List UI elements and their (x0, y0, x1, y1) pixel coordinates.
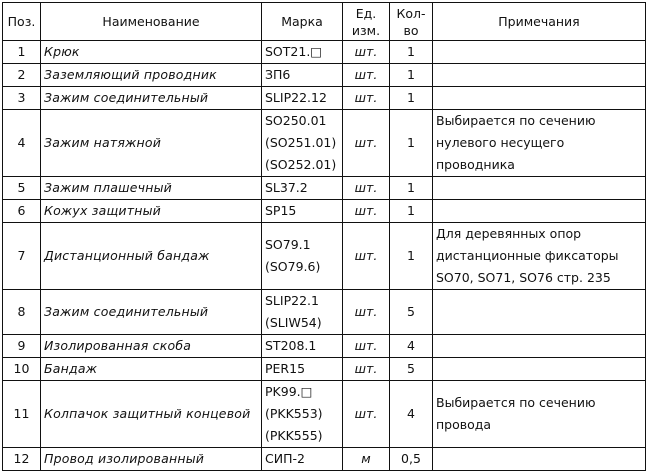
row-name: Зажим натяжной (41, 110, 262, 177)
row-note (433, 448, 646, 471)
row-name: Зажим соединительный (41, 87, 262, 110)
row-note-line: Выбирается по сечению (436, 395, 596, 410)
header-qty-line2: во (403, 22, 419, 38)
header-qty-line1: Кол- (396, 5, 426, 21)
row-name: Зажим плашечный (41, 177, 262, 200)
row-pos: 11 (3, 381, 41, 448)
row-note (433, 41, 646, 64)
row-qty: 1 (390, 64, 433, 87)
table-row (3, 64, 646, 87)
row-qty: 1 (390, 87, 433, 110)
row-pos: 12 (3, 448, 41, 471)
row-name: Заземляющий проводник (41, 64, 262, 87)
row-name: Дистанционный бандаж (41, 223, 262, 290)
header-row (3, 3, 646, 41)
row-mark (262, 87, 343, 110)
row-mark (262, 335, 343, 358)
row-mark (262, 358, 343, 381)
table-row (3, 41, 646, 64)
row-mark-line: (SO79.6) (265, 259, 321, 274)
row-mark-line: SLIP22.12 (265, 90, 327, 105)
table-row (3, 200, 646, 223)
row-qty: 1 (390, 110, 433, 177)
row-note (433, 381, 646, 448)
row-mark (262, 177, 343, 200)
row-qty: 1 (390, 200, 433, 223)
header-unit (343, 3, 390, 41)
row-unit: шт. (343, 177, 390, 200)
row-note-line: нулевого несущего (436, 135, 565, 150)
header-note: Примечания (433, 3, 646, 41)
table-row (3, 381, 646, 448)
row-mark-line: (SO252.01) (265, 157, 337, 172)
row-mark (262, 223, 343, 290)
row-qty: 4 (390, 381, 433, 448)
row-note-line: провода (436, 417, 492, 432)
row-unit: шт. (343, 64, 390, 87)
row-name: Кожух защитный (41, 200, 262, 223)
row-unit: шт. (343, 358, 390, 381)
row-mark-line: SOT21.□ (265, 44, 323, 59)
row-qty: 0,5 (390, 448, 433, 471)
row-mark (262, 64, 343, 87)
table-row (3, 358, 646, 381)
row-mark (262, 110, 343, 177)
row-name: Изолированная скоба (41, 335, 262, 358)
row-qty: 5 (390, 358, 433, 381)
row-note (433, 200, 646, 223)
row-mark-line: SP15 (265, 203, 297, 218)
row-pos: 9 (3, 335, 41, 358)
row-note-line: SO70, SO71, SO76 стр. 235 (436, 270, 611, 285)
specification-table (2, 2, 646, 471)
header-pos: Поз. (3, 3, 41, 41)
row-qty: 1 (390, 41, 433, 64)
row-qty: 5 (390, 290, 433, 335)
row-pos: 2 (3, 64, 41, 87)
header-unit-line2: изм. (351, 22, 381, 38)
row-unit: м (343, 448, 390, 471)
row-qty: 1 (390, 177, 433, 200)
row-mark-line: (PKK553) (265, 406, 323, 421)
header-unit-line1: Ед. (355, 5, 377, 21)
row-unit: шт. (343, 290, 390, 335)
table-row (3, 290, 646, 335)
row-mark-line: (SLIW54) (265, 315, 322, 330)
row-name: Крюк (41, 41, 262, 64)
row-unit: шт. (343, 87, 390, 110)
row-note (433, 335, 646, 358)
row-qty: 1 (390, 223, 433, 290)
row-mark-line: (PKK555) (265, 428, 323, 443)
row-unit: шт. (343, 41, 390, 64)
row-note-line: Для деревянных опор (436, 226, 582, 241)
row-mark-line: PER15 (265, 361, 306, 376)
row-mark (262, 448, 343, 471)
row-note (433, 110, 646, 177)
row-qty: 4 (390, 335, 433, 358)
row-mark (262, 200, 343, 223)
row-note-line: дистанционные фиксаторы (436, 248, 619, 263)
row-unit: шт. (343, 381, 390, 448)
row-name: Колпачок защитный концевой (41, 381, 262, 448)
table-row (3, 87, 646, 110)
row-mark-line: SL37.2 (265, 180, 308, 195)
table-row (3, 335, 646, 358)
row-pos: 4 (3, 110, 41, 177)
row-unit: шт. (343, 200, 390, 223)
table-row (3, 177, 646, 200)
row-note-line: Выбирается по сечению (436, 113, 596, 128)
row-pos: 5 (3, 177, 41, 200)
row-note (433, 290, 646, 335)
row-mark-line: SO79.1 (265, 237, 311, 252)
row-unit: шт. (343, 223, 390, 290)
row-name: Бандаж (41, 358, 262, 381)
table-body (3, 41, 646, 471)
row-pos: 8 (3, 290, 41, 335)
row-mark-line: PK99.□ (265, 384, 313, 399)
table-row (3, 223, 646, 290)
row-mark-line: SO250.01 (265, 113, 327, 128)
row-name: Зажим соединительный (41, 290, 262, 335)
row-unit: шт. (343, 110, 390, 177)
row-mark (262, 381, 343, 448)
row-note (433, 87, 646, 110)
table-row (3, 110, 646, 177)
row-unit: шт. (343, 335, 390, 358)
table-row (3, 448, 646, 471)
row-pos: 1 (3, 41, 41, 64)
row-pos: 10 (3, 358, 41, 381)
row-note (433, 223, 646, 290)
row-note (433, 177, 646, 200)
row-pos: 6 (3, 200, 41, 223)
row-note (433, 64, 646, 87)
header-mark: Марка (262, 3, 343, 41)
row-mark (262, 41, 343, 64)
row-mark (262, 290, 343, 335)
row-pos: 7 (3, 223, 41, 290)
header-name: Наименование (41, 3, 262, 41)
row-mark-line: СИП-2 (265, 451, 305, 466)
row-mark-line: SLIP22.1 (265, 293, 319, 308)
row-note-line: проводника (436, 157, 515, 172)
row-note (433, 358, 646, 381)
row-name: Провод изолированный (41, 448, 262, 471)
row-mark-line: (SO251.01) (265, 135, 337, 150)
row-mark-line: ЗП6 (265, 67, 291, 82)
row-pos: 3 (3, 87, 41, 110)
row-mark-line: ST208.1 (265, 338, 317, 353)
header-qty (390, 3, 433, 41)
